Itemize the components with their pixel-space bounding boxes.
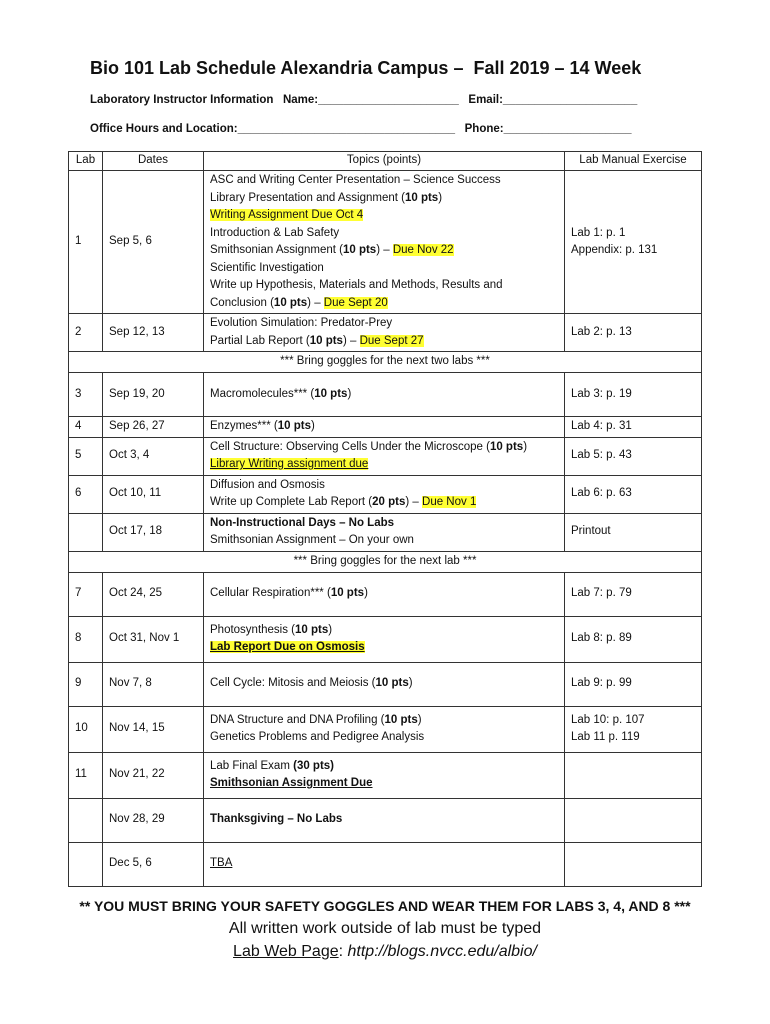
topic-text: )	[347, 387, 352, 400]
exercise-cell	[565, 171, 702, 314]
due-date-highlight: Library Writing assignment due	[210, 458, 369, 470]
exercise-cell	[565, 314, 702, 352]
topic-text: )	[311, 420, 315, 432]
table-header-row	[69, 152, 702, 171]
topic-text: 10 pts	[295, 623, 329, 636]
topic-text: 10 pts	[342, 244, 377, 256]
topics-cell	[204, 417, 565, 438]
typed-note: All written work outside of lab must be typed	[228, 920, 542, 937]
topic-line	[210, 855, 558, 873]
dates-cell: Nov 7, 8	[103, 662, 204, 706]
topic-text: 10 pts	[375, 677, 409, 690]
topic-text: 10 pts	[273, 296, 308, 309]
banner-row	[69, 551, 702, 572]
topic-line	[210, 315, 558, 333]
topic-text: Conclusion (	[210, 296, 274, 309]
lab-number-cell	[69, 513, 103, 551]
topics-cell	[204, 752, 565, 798]
topic-line	[210, 639, 558, 657]
exercise-line: Lab 11 p. 119	[571, 731, 640, 743]
lab-number-cell: 4	[69, 417, 103, 438]
topic-line	[210, 494, 558, 512]
lab-number-cell: 5	[69, 437, 103, 475]
topic-text: ASC and Writing Center Presentation – Science Success	[210, 174, 501, 186]
topic-text: Thanksgiving – No Labs	[210, 813, 343, 826]
page-title: Bio 101 Lab Schedule Alexandria Campus – Fall 2019 – 14 Week	[90, 58, 642, 78]
exercise-cell	[565, 662, 702, 706]
exercise-line: Lab 3: p. 19	[571, 387, 632, 400]
topic-text: Lab Final Exam	[210, 759, 294, 772]
due-date-highlight: Due Nov 1	[422, 496, 477, 508]
exercise-line: Lab 5: p. 43	[571, 449, 632, 462]
topic-line	[210, 729, 558, 747]
topic-text: Introduction & Lab Safety	[210, 226, 340, 239]
column-header-lab: Lab	[69, 152, 103, 171]
table-row	[69, 706, 702, 752]
topic-text: Cellular Respiration*** (	[210, 587, 331, 600]
lab-number-cell: 9	[69, 662, 103, 706]
topic-line	[210, 207, 558, 225]
topic-text: 10 pts	[314, 387, 348, 400]
topic-text: Photosynthesis (	[210, 623, 296, 636]
topic-text: Scientific Investigation	[210, 261, 324, 274]
topic-text: Diffusion and Osmosis	[210, 478, 325, 491]
topics-cell	[204, 572, 565, 616]
topic-line	[210, 622, 558, 640]
due-date-highlight: Lab Report Due on Osmosis	[210, 641, 365, 653]
table-row	[69, 752, 702, 798]
due-date-highlight: Due Nov 22	[392, 244, 454, 256]
topic-text: ) –	[307, 296, 324, 309]
topics-cell	[204, 842, 565, 886]
lab-number-cell: 7	[69, 572, 103, 616]
topic-line	[210, 477, 558, 495]
topic-text: 20 pts	[372, 496, 406, 508]
table-row	[69, 437, 702, 475]
exercise-cell	[565, 572, 702, 616]
topic-text: 10 pts	[277, 420, 311, 432]
table-row	[69, 475, 702, 513]
exercise-cell	[565, 513, 702, 551]
exercise-line: Lab 8: p. 89	[571, 632, 632, 645]
topics-cell	[204, 171, 565, 314]
exercise-line: Lab 10: p. 107	[571, 713, 645, 726]
topic-text: ) –	[405, 496, 423, 508]
topic-text: Genetics Problems and Pedigree Analysis	[210, 731, 425, 743]
topic-line	[210, 585, 558, 603]
topic-line	[210, 758, 558, 776]
exercise-cell	[565, 706, 702, 752]
column-header-dates: Dates	[103, 152, 204, 171]
lab-schedule-table	[68, 151, 702, 887]
dates-cell: Nov 28, 29	[103, 798, 204, 842]
exercise-cell	[565, 842, 702, 886]
lab-number-cell: 3	[69, 373, 103, 417]
topic-text: )	[408, 677, 413, 690]
topic-line	[210, 277, 558, 295]
exercise-cell	[565, 417, 702, 438]
topic-line	[210, 418, 558, 436]
column-header-topics: Topics (points)	[204, 152, 565, 171]
topic-line	[210, 172, 558, 190]
table-row	[69, 417, 702, 438]
exercise-line: Lab 4: p. 31	[571, 420, 632, 432]
table-row	[69, 314, 702, 352]
due-date-highlight: Due Sept 20	[323, 296, 388, 309]
topics-cell	[204, 437, 565, 475]
exercise-line: Appendix: p. 131	[571, 244, 658, 256]
exercise-cell	[565, 373, 702, 417]
web-page-link[interactable]: http://blogs.nvcc.edu/albio/	[347, 943, 537, 960]
topics-cell	[204, 798, 565, 842]
topic-text: Enzymes*** (	[210, 420, 278, 432]
dates-cell: Oct 3, 4	[103, 437, 204, 475]
table-row	[69, 373, 702, 417]
table-row	[69, 572, 702, 616]
lab-number-cell: 8	[69, 616, 103, 662]
topic-line	[210, 386, 558, 404]
topic-text: Write up Hypothesis, Materials and Methods, Results and	[210, 279, 503, 291]
due-date-highlight: Due Sept 27	[359, 334, 424, 347]
exercise-line: Lab 7: p. 79	[571, 587, 632, 600]
goggles-note: ** YOU MUST BRING YOUR SAFETY GOGGLES AND WEAR THEM FOR LABS 3, 4, AND 8 ***	[79, 898, 691, 914]
topic-text: Smithsonian Assignment – On your own	[210, 534, 414, 546]
topics-cell	[204, 513, 565, 551]
exercise-line: Lab 6: p. 63	[571, 487, 632, 500]
dates-cell: Oct 10, 11	[103, 475, 204, 513]
topics-cell	[204, 662, 565, 706]
topic-line	[210, 515, 558, 533]
topic-text: Write up Complete Lab Report (	[210, 496, 373, 508]
topic-line	[210, 456, 558, 474]
topic-text: 10 pts	[309, 334, 343, 347]
topics-cell	[204, 475, 565, 513]
exercise-line: Lab 2: p. 13	[571, 325, 632, 338]
topic-text: Macromolecules*** (	[210, 387, 315, 400]
dates-cell: Sep 5, 6	[103, 171, 204, 314]
topic-text: )	[438, 191, 443, 204]
topic-text: ) –	[376, 244, 393, 256]
dates-cell: Nov 21, 22	[103, 752, 204, 798]
lab-number-cell: 2	[69, 314, 103, 352]
lab-number-cell	[69, 842, 103, 886]
dates-cell: Oct 24, 25	[103, 572, 204, 616]
topic-line	[210, 295, 558, 313]
exercise-cell	[565, 616, 702, 662]
topic-line	[210, 532, 558, 550]
dates-cell: Dec 5, 6	[103, 842, 204, 886]
topic-text: Cell Structure: Observing Cells Under the Microscope (	[210, 440, 490, 453]
lab-number-cell: 1	[69, 171, 103, 314]
topic-line	[210, 675, 558, 693]
topic-line	[210, 333, 558, 351]
topic-line	[210, 225, 558, 243]
exercise-line: Printout	[571, 525, 611, 538]
table-body	[69, 171, 702, 887]
web-page-line	[0, 943, 770, 961]
dates-cell: Sep 19, 20	[103, 373, 204, 417]
office-hours-line: Office Hours and Location:__________________________________ Phone:____________________	[90, 123, 632, 135]
exercise-cell	[565, 437, 702, 475]
due-date-highlight: Writing Assignment Due Oct 4	[210, 209, 364, 221]
topic-text: Cell Cycle: Mitosis and Meiosis (	[210, 677, 376, 690]
topic-line	[210, 712, 558, 730]
lab-number-cell	[69, 798, 103, 842]
topic-text: 10 pts	[404, 191, 439, 204]
table-row	[69, 171, 702, 314]
topic-text: TBA	[210, 857, 233, 870]
instructor-info-line: Laboratory Instructor Information Name:______________________ Email:_____________________	[90, 94, 638, 106]
topic-line	[210, 775, 558, 793]
topic-line	[210, 260, 558, 278]
topic-text: 10 pts	[489, 440, 524, 453]
goggles-banner: *** Bring goggles for the next lab ***	[69, 551, 702, 572]
table-row	[69, 616, 702, 662]
lab-number-cell: 11	[69, 752, 103, 798]
topic-line	[210, 811, 558, 829]
table-row	[69, 662, 702, 706]
table-row	[69, 842, 702, 886]
topics-cell	[204, 314, 565, 352]
topic-text: (30 pts)	[293, 759, 335, 772]
topic-text: ) –	[342, 334, 360, 347]
topic-text: Evolution Simulation: Predator-Prey	[210, 317, 393, 329]
topic-text: 10 pts	[384, 713, 418, 726]
topics-cell	[204, 706, 565, 752]
dates-cell: Nov 14, 15	[103, 706, 204, 752]
lab-number-cell: 6	[69, 475, 103, 513]
table-row	[69, 513, 702, 551]
topic-text: DNA Structure and DNA Profiling (	[210, 713, 385, 726]
topic-text: Smithsonian Assignment (	[210, 244, 343, 256]
exercise-cell	[565, 475, 702, 513]
exercise-line: Lab 1: p. 1	[571, 226, 626, 239]
exercise-cell	[565, 752, 702, 798]
column-header-exercise: Lab Manual Exercise	[565, 152, 702, 171]
topics-cell	[204, 373, 565, 417]
topic-text: Non-Instructional Days – No Labs	[210, 516, 395, 529]
exercise-cell	[565, 798, 702, 842]
dates-cell: Oct 17, 18	[103, 513, 204, 551]
topic-line	[210, 190, 558, 208]
topic-text: )	[417, 713, 422, 726]
topic-line	[210, 242, 558, 260]
goggles-banner: *** Bring goggles for the next two labs ***	[69, 352, 702, 373]
banner-row	[69, 352, 702, 373]
web-page-separator: :	[338, 943, 348, 960]
dates-cell: Sep 26, 27	[103, 417, 204, 438]
topic-text: )	[523, 440, 528, 453]
topic-text: Partial Lab Report (	[210, 334, 310, 347]
lab-number-cell: 10	[69, 706, 103, 752]
topic-text: Smithsonian Assignment Due	[210, 777, 373, 789]
web-page-label: Lab Web Page	[233, 943, 339, 960]
topic-text: 10 pts	[330, 587, 365, 600]
topic-text: )	[328, 623, 333, 636]
dates-cell: Oct 31, Nov 1	[103, 616, 204, 662]
topic-text: )	[364, 587, 368, 600]
topics-cell	[204, 616, 565, 662]
dates-cell: Sep 12, 13	[103, 314, 204, 352]
topic-line	[210, 439, 558, 457]
topic-text: Library Presentation and Assignment (	[210, 191, 405, 204]
table-row	[69, 798, 702, 842]
exercise-line: Lab 9: p. 99	[571, 677, 632, 690]
